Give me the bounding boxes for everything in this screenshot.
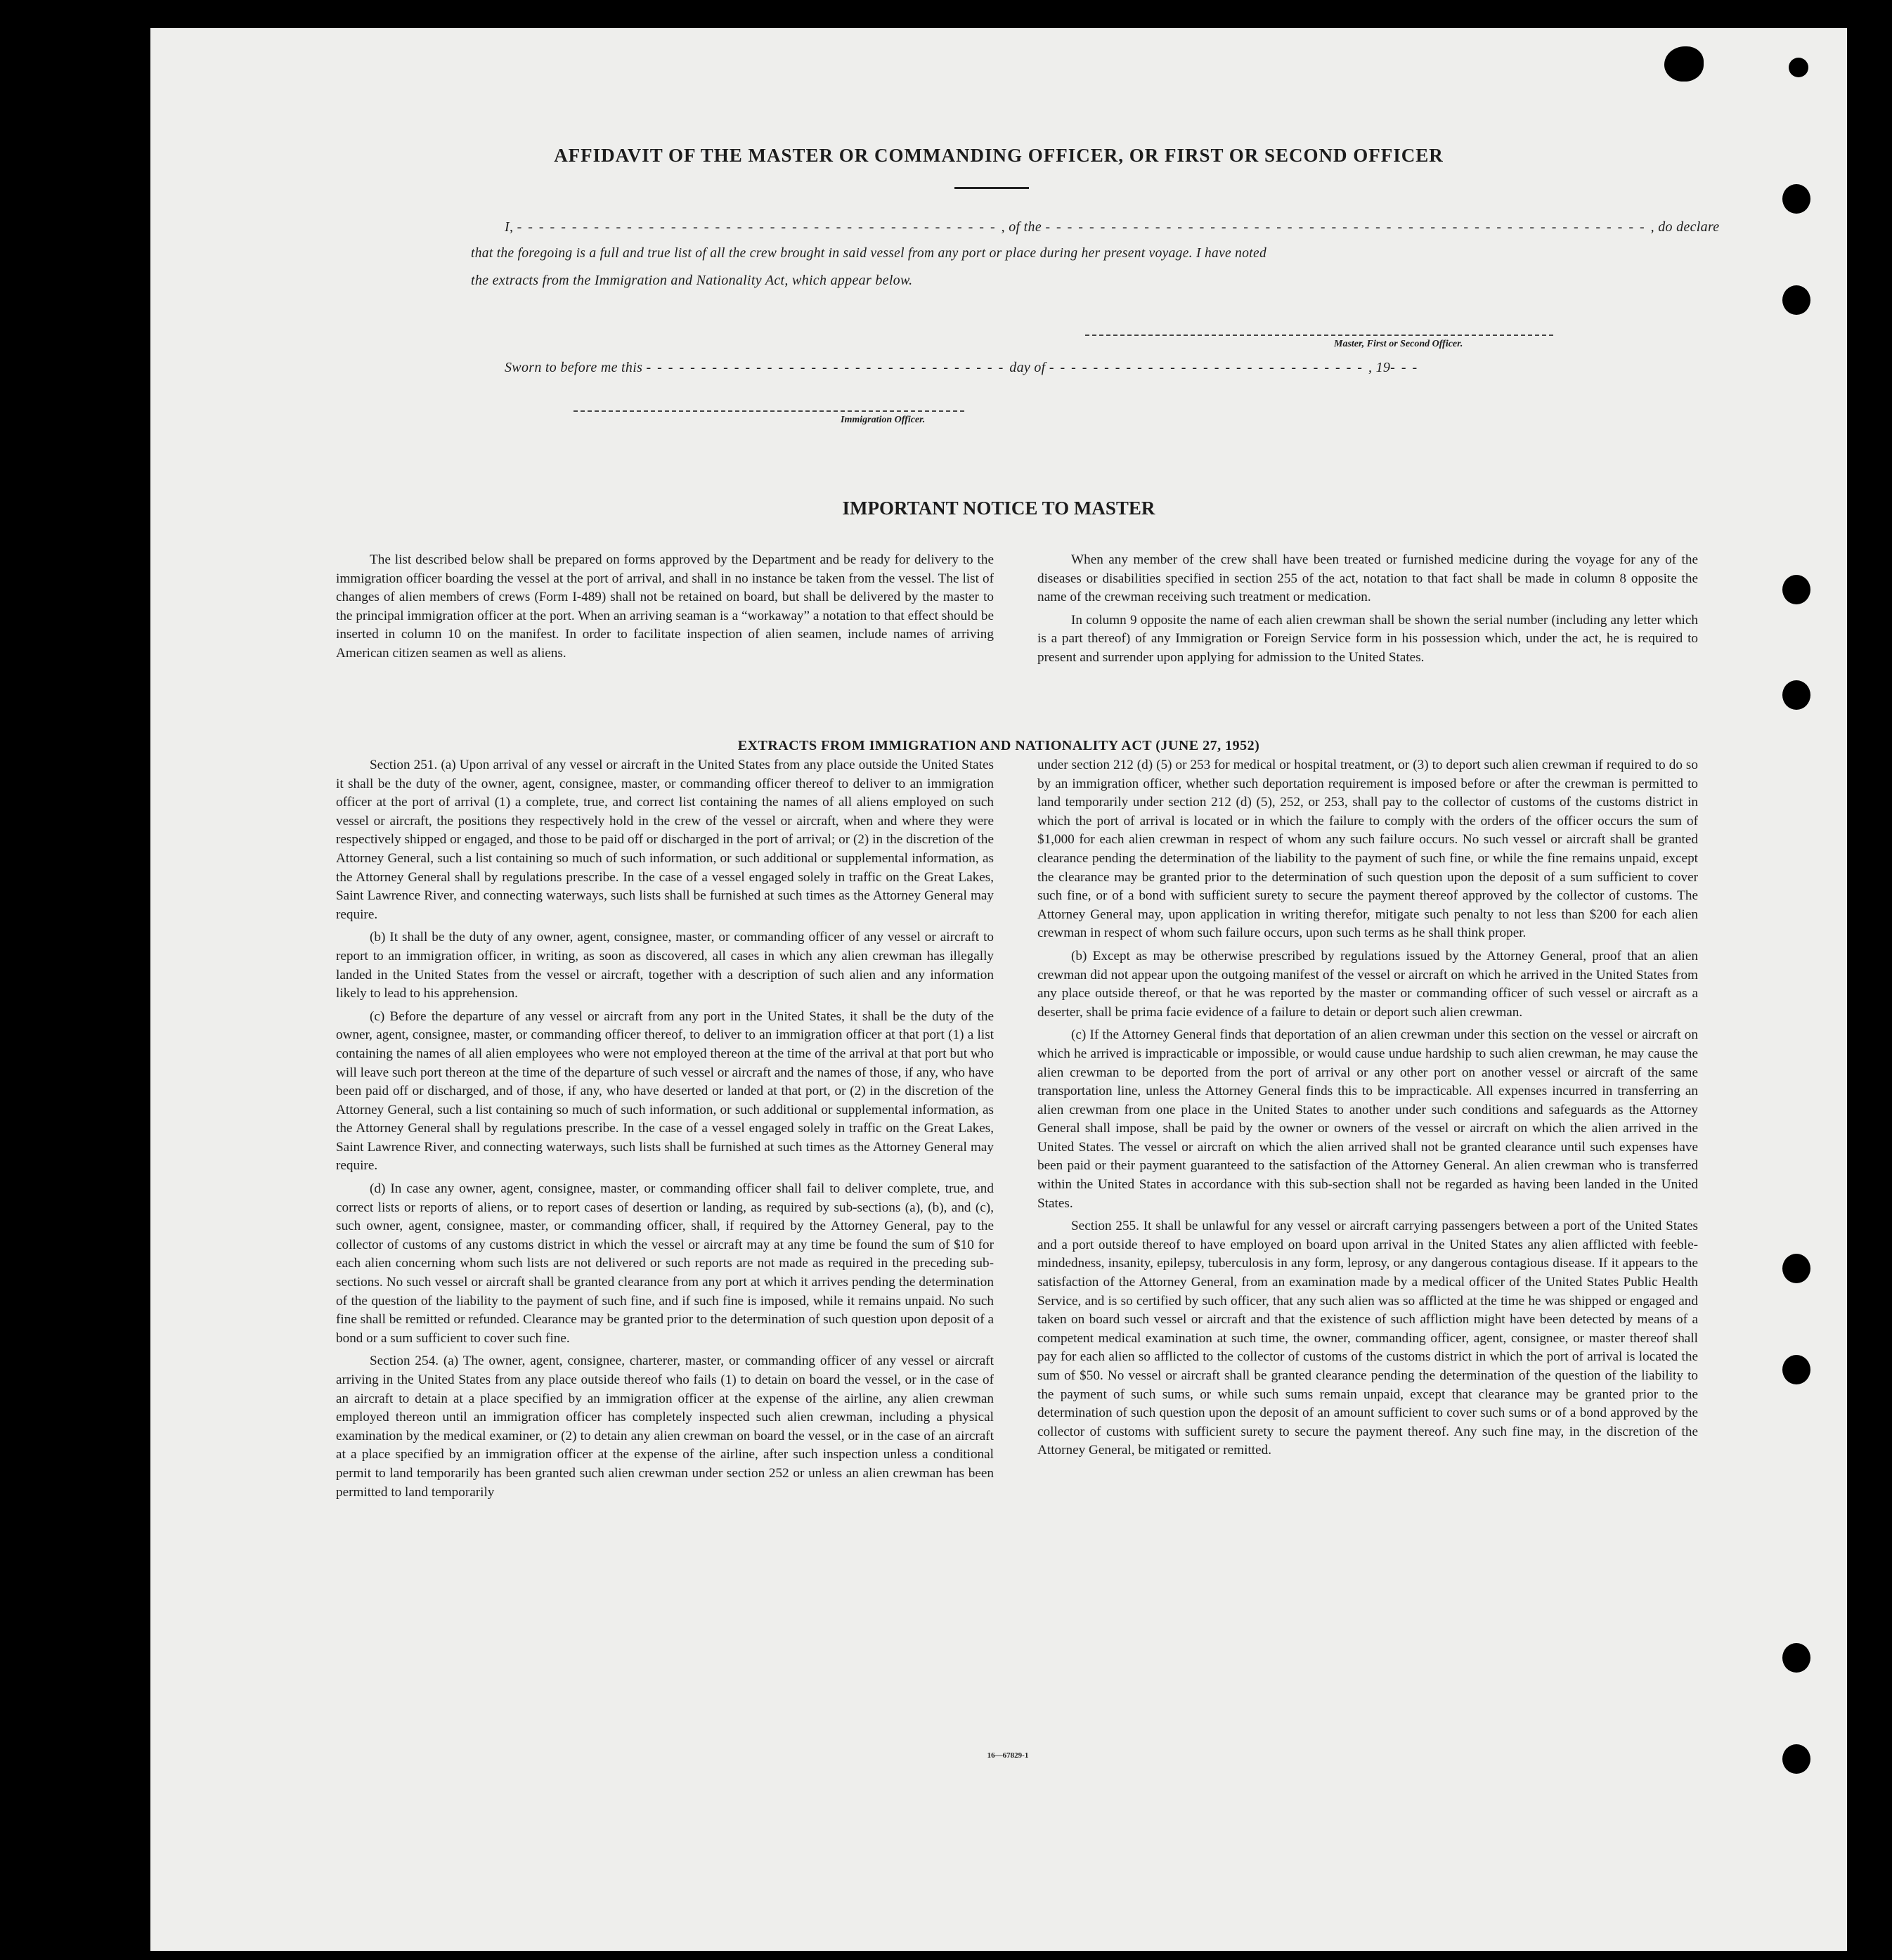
extracts-title: EXTRACTS FROM IMMIGRATION AND NATIONALITY ACT (JUNE 27, 1952) bbox=[737, 738, 1260, 753]
sworn-year: , 19 bbox=[1368, 360, 1391, 375]
affidavit-do-declare-label: , do declare bbox=[1650, 219, 1720, 235]
sworn-prefix: Sworn to before me this bbox=[505, 360, 643, 375]
affidavit-declaration-line bbox=[505, 219, 1719, 235]
notice-right-paragraph: When any member of the crew shall have been treated or furnished medicine during the voyage for any of the diseases or disabilities specified in section 255 of the act, notation to that fact shall be made in column 8 opposite the name of the crewman receiving such treatment or medication. bbox=[1037, 552, 1698, 605]
title-rule bbox=[954, 187, 1029, 189]
affidavit-of-the-label: , of the bbox=[1001, 219, 1042, 235]
affidavit-title: AFFIDAVIT OF THE MASTER OR COMMANDING OFFICER, OR FIRST OR SECOND OFFICER bbox=[554, 145, 1444, 166]
form-number: 16—67829-1 bbox=[987, 1751, 1029, 1760]
section-254c-paragraph: (c) If the Attorney General finds that deportation of an alien crewman under this section on the vessel or aircraft on which he arrived is impracticable or impossible, or would cause undue hardship to such alien crewman, he may cause the alien crewman to be deported from the port of arrival or any other port on another vessel or aircraft of the same transportation line, unless the Attorney General finds this to be impracticable. All expenses incurred in transferring an alien crewman from one place in the United States to another under such conditions and safeguards as the Attorney General shall impose, shall be paid by the owner or owners of the vessel or aircraft on which the alien arrived in the United States. The vessel or aircraft on which the alien arrived shall not be granted clearance until such expenses have been paid or their payment guaranteed to the satisfaction of the Attorney General. An alien crewman who is transferred within the United States in accordance with this sub-section shall not be regarded as having been landed in the United States. bbox=[1037, 1027, 1698, 1211]
punch-hole bbox=[1789, 58, 1808, 77]
punch-hole bbox=[1782, 575, 1810, 604]
immigration-officer-caption: Immigration Officer. bbox=[841, 415, 926, 425]
notice-right-column bbox=[1037, 551, 1698, 672]
section-251a-paragraph: Section 251. (a) Upon arrival of any vessel or aircraft in the United States from any place outside the United States it shall be the duty of the owner, agent, consignee, master, or commanding officer thereof to deliver to an immigration officer at the port of arrival (1) a complete, true, and correct list containing the names of all aliens employed on such vessel or aircraft, the positions they respectively hold in the crew of the vessel or aircraft, when and where they were respectively shipped or engaged, and those to be paid off or discharged in the port of arrival; or (2) in the discretion of the Attorney General, such a list containing so much of such information, or such additional or supplemental information, as the Attorney General shall by regulations prescribe. In the case of a vessel engaged solely in traffic on the Great Lakes, Saint Lawrence River, and connecting waterways, such lists shall be furnished at such times as the Attorney General may require. bbox=[336, 758, 994, 922]
punch-hole bbox=[1782, 1744, 1810, 1774]
sworn-year-blank: - - - bbox=[1390, 360, 1419, 375]
punch-hole bbox=[1782, 285, 1810, 315]
punch-hole bbox=[1782, 184, 1810, 214]
punch-hole bbox=[1782, 1355, 1810, 1384]
section-255-paragraph: Section 255. It shall be unlawful for any vessel or aircraft carrying passengers between a port of the United States and a port outside thereof to have employed on board upon arrival in the United States any alien afflicted with feeble-mindedness, insanity, epilepsy, tuberculosis in any form, leprosy, or any dangerous contagious disease. If it appears to the satisfaction of the Attorney General, from an examination made by a medical officer of the United States Public Health Service, and is so certified by such officer, that any such alien was so afflicted at the time he was shipped or engaged and taken on board such vessel or aircraft and that the existence of such affliction might have been detected by means of a competent medical examination at such time, the owner, commanding officer, agent, consignee, or master thereof shall pay for each alien so afflicted to the collector of customs of the customs district in which the port of arrival is located the sum of $50. No vessel or aircraft shall be granted clearance pending the determination of the question of the liability to the payment of such sums, or while such sums remain unpaid, except that clearance may be granted prior to the determination of such question upon the deposit of an amount sufficient to cover such sums or of a bond approved by the collector of customs with sufficient surety to secure the payment thereof. Any such fine may, in the discretion of the Attorney General, be mitigated or remitted. bbox=[1037, 1219, 1698, 1458]
affidavit-text-line-3: the extracts from the Immigration and Nationality Act, which appear below. bbox=[471, 273, 913, 288]
section-254a-continued-paragraph: under section 212 (d) (5) or 253 for medical or hospital treatment, or (3) to deport such alien crewman if required to do so by an immigration officer, whether such deportation requirement is imposed before or after the crewman is permitted to land temporarily under section 212 (d) (5), 252, or 253, shall pay to the collector of customs of the customs district in which the port of arrival is located or in which the failure to comply with the orders of the officer occurs the sum of $1,000 for each alien crewman in respect of whom any such failure occurs. No such vessel or aircraft shall be granted clearance pending the determination of the liability to the payment of such fine, or while the fine remains unpaid, except the clearance may be granted prior to the determination of such question upon the deposit of a sum sufficient to cover such fine, or of a bond with sufficient surety to secure the payment thereof approved by the collector of customs. The Attorney General may, upon application in writing therefor, mitigate such penalty to not less than $200 for each alien crewman in respect of whom such failure occurs, upon such terms as he shall think proper. bbox=[1037, 758, 1698, 941]
sworn-day-of: day of bbox=[1009, 360, 1046, 375]
punch-hole bbox=[1782, 1254, 1810, 1283]
notice-left-paragraph: The list described below shall be prepared on forms approved by the Department and be ready for delivery to the immigration officer boarding the vessel at the port of arrival, and shall in no instance be taken from the vessel. The list of changes of alien members of crews (Form I-489) shall not be retained on board, but shall be delivered by the master to the principal immigration officer at the port. When an arriving seaman is a “workaway” a notation to that effect should be inserted in column 10 on the manifest. In order to facilitate inspection of alien seamen, include names of arriving American citizen seamen as well as aliens. bbox=[336, 552, 994, 661]
notice-right-paragraph: In column 9 opposite the name of each alien crewman shall be shown the serial number (including any letter which is a part thereof) of any Immigration or Foreign Service form in his possession which, under the act, he is required to present and surrender upon applying for admission to the United States. bbox=[1037, 612, 1698, 665]
section-254b-paragraph: (b) Except as may be otherwise prescribed by regulations issued by the Attorney General, proof that an alien crewman did not appear upon the outgoing manifest of the vessel or aircraft on which he arrived in the United States from any place outside thereof, or that he was reported by the master or commanding officer of such vessel or aircraft as a deserter, shall be prima facie evidence of a failure to detain or deport such alien crewman. bbox=[1037, 948, 1698, 1020]
notice-title: IMPORTANT NOTICE TO MASTER bbox=[842, 498, 1155, 519]
affidavit-i-label: I, bbox=[505, 219, 514, 235]
section-251c-paragraph: (c) Before the departure of any vessel or aircraft from any port in the United States, it shall be the duty of the owner, agent, consignee, master, or commanding officer thereof, to deliver to an immigration officer at that port (1) a list containing the names of all alien employees who were not employed thereon at the time of the arrival at that port but who will leave such port thereon at the time of the departure of such vessel or aircraft and the names of those, if any, who have been paid off or discharged, and of those, if any, who have deserted or landed at that port, or (2) in the discretion of the Attorney General, such a list containing so much of such information, or such additional or supplemental information, as the Attorney General shall by regulations prescribe. In the case of a vessel engaged solely in traffic on the Great Lakes, Saint Lawrence River, and connecting waterways, such lists shall be furnished at such times as the Attorney General may require. bbox=[336, 1008, 994, 1174]
section-251d-paragraph: (d) In case any owner, agent, consignee, master, or commanding officer shall fail to deliver complete, true, and correct lists or reports of aliens, or to report cases of desertion or landing, as required by sub-sections (a), (b), and (c), such owner, agent, consignee, master, or commanding officer, shall, if required by the Attorney General, pay to the collector of customs of any customs district in which the vessel or aircraft may at any time be found the sum of $10 for each alien concerning whom such lists are not delivered or such reports are not made as required in the preceding sub-sections. No such vessel or aircraft shall be granted clearance from any port at which it arrives pending the determination of the question of the liability to the payment of such fine, and if such fine is imposed, while it remains unpaid. No such fine shall be remitted or refunded. Clearance may be granted prior to the determination of such question upon deposit of a bond or a sum sufficient to cover such fine. bbox=[336, 1181, 994, 1346]
extracts-right-column bbox=[1037, 756, 1698, 1465]
section-251b-paragraph: (b) It shall be the duty of any owner, agent, consignee, master, or commanding officer of any vessel or aircraft to report to an immigration officer, in writing, as soon as discovered, all cases in which any alien crewman has illegally landed in the United States from the vessel or aircraft, together with a description of such alien and any information likely to lead to his apprehension. bbox=[336, 930, 994, 1001]
notice-left-column bbox=[336, 551, 994, 668]
punch-hole bbox=[1782, 1643, 1810, 1673]
document-page bbox=[150, 28, 1847, 1951]
name-blank: - - - - - - - - - - - - - - - - - - - - - - - - - - - - - - - - - - - - - - - - - - - - bbox=[517, 219, 1002, 235]
sworn-month-blank: - - - - - - - - - - - - - - - - - - - - - - - - - - - - - bbox=[1049, 360, 1368, 375]
punch-hole bbox=[1782, 680, 1810, 710]
affidavit-text-line-2: that the foregoing is a full and true list of all the crew brought in said vessel from any port or place during her present voyage. I have noted bbox=[471, 246, 1266, 261]
vessel-blank: - - - - - - - - - - - - - - - - - - - - - - - - - - - - - - - - - - - - - - - - - - - - - - - - - - - - - - - bbox=[1045, 219, 1651, 235]
section-254a-paragraph: Section 254. (a) The owner, agent, consignee, charterer, master, or commanding officer of any vessel or aircraft arriving in the United States from any place outside thereof who fails (1) to detain on board the vessel, or in the case of an aircraft to detain at a place specified by an immigration officer at the expense of the airline, any alien crewman employed thereon until an immigration officer has completely inspected such alien crewman, including a physical examination by the medical examiner, or (2) to detain any alien crewman on board the vessel, or in the case of an aircraft at a place specified by an immigration officer at the expense of the airline, after such inspection unless a conditional permit to land temporarily has been granted such alien crewman under section 252 or unless an alien crewman has been permitted to land temporarily bbox=[336, 1354, 994, 1500]
sworn-date-blank: - - - - - - - - - - - - - - - - - - - - - - - - - - - - - - - - - bbox=[646, 360, 1010, 375]
extracts-left-column bbox=[336, 756, 994, 1506]
sworn-line bbox=[505, 360, 1418, 376]
master-signature-line bbox=[1085, 335, 1553, 336]
master-signature-caption: Master, First or Second Officer. bbox=[1334, 339, 1463, 349]
punch-hole bbox=[1664, 46, 1704, 82]
immigration-officer-signature-line bbox=[574, 410, 964, 412]
